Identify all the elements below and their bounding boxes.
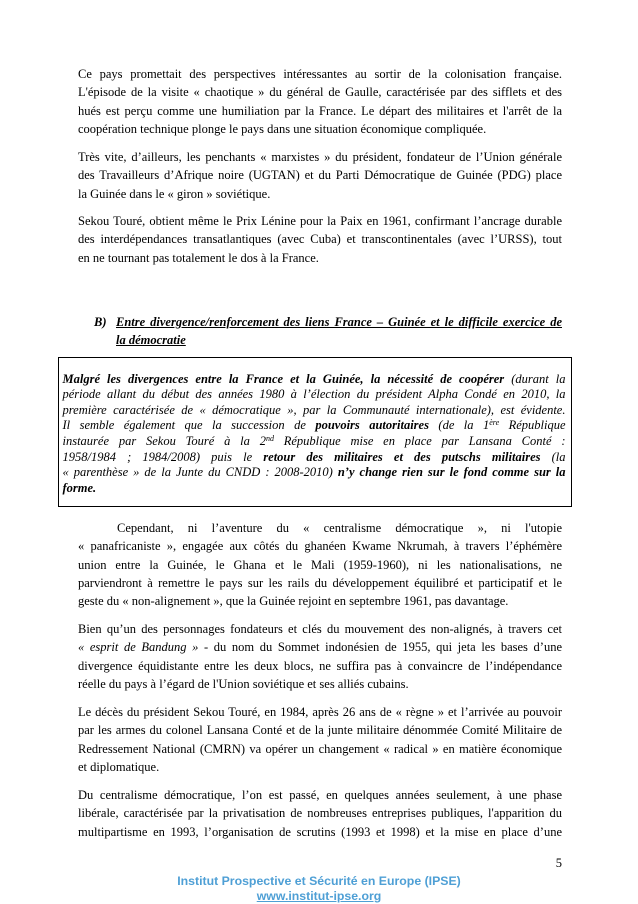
paragraph-prix-lenine (78, 212, 562, 267)
bold-italic-run: Malgré les divergences entre la France et la Guinée, la nécessité de coopérer (62, 371, 505, 386)
box-line (63, 387, 566, 403)
paragraph-line: multipartisme en 1993, l’organisation de scrutins (1993 et 1998) et la mise en place d’une (78, 824, 562, 839)
paragraph-line: libérale, caractérisée par la privatisation de nombreuses entreprises publiques, l'apparition du (78, 806, 562, 821)
paragraph-line: des Travailleurs d’Afrique noire (UGTAN) et du Parti Démocratique de Guinée (PDG) place (78, 168, 562, 183)
section-marker: B) (94, 315, 107, 329)
bold-italic-run: retour des militaires et des putschs militaires (263, 449, 541, 464)
text-run: - du nom du Sommet indonésien de 1955, qui jeta les bases d’une (198, 640, 562, 655)
paragraph-liberalisation (78, 786, 562, 841)
box-line (63, 434, 566, 450)
paragraph-deces (78, 703, 562, 776)
paragraph-line: hués est perçu comme une humiliation par la France. Le départ des militaires et l'arrêt de la (78, 103, 562, 118)
paragraph-line: L'épisode de la visite « chaotique » du général de Gaulle, caractérisée par des sifflets et des (78, 85, 562, 100)
footer (0, 874, 638, 903)
paragraph-line: parviendront à remettre le pays sur les rails du développement équilibré et participatif et le (78, 575, 562, 590)
bold-italic-run: forme. (62, 480, 97, 495)
italic-run: 1958/1984 ; 1984/2008) puis le (62, 449, 264, 464)
italic-run: République (499, 418, 566, 433)
box-line (63, 418, 566, 434)
italic-run: (la (540, 449, 566, 464)
italic-run: République mise en place par Lansana Conté : (273, 434, 566, 449)
paragraph-line: Cependant, ni l’aventure du « centralisme démocratique », ni l'utopie (117, 521, 562, 535)
box-line (63, 450, 566, 466)
footer-website-link[interactable]: www.institut-ipse.org (256, 888, 382, 903)
highlight-box (58, 357, 572, 507)
paragraph-non-alignes (78, 620, 562, 693)
box-line (63, 481, 566, 497)
section-title-line: la démocratie (116, 333, 186, 348)
bold-italic-run: n’y change rien sur le fond comme sur la (337, 465, 566, 480)
section-heading (94, 313, 562, 350)
italic-run: première caractérisée de « démocratique », par la Communauté internationale), est évidente. (62, 402, 566, 417)
paragraph-line: Le décès du président Sekou Touré, en 1984, après 26 ans de « règne » et l’arrivée au pouvoir (78, 705, 562, 719)
superscript: nd (265, 434, 274, 444)
paragraph-line: union entre la Guinée, le Ghana et le Mali (1959-1960), ni les nationalisations, ne (78, 557, 562, 572)
paragraph-line: Très vite, d’ailleurs, les penchants « marxistes » du président, fondateur de l’Union générale (78, 150, 562, 164)
paragraph-line (78, 638, 562, 656)
paragraph-line: Sekou Touré, obtient même le Prix Lénine pour la Paix en 1961, confirmant l’ancrage durable (78, 214, 562, 228)
italic-run: « esprit de Bandung » (78, 640, 199, 655)
paragraph-line: et diplomatique. (78, 759, 160, 774)
italic-run: (de la 1 (428, 418, 490, 433)
paragraph-line: la Guinée dans le « giron » soviétique. (78, 186, 271, 201)
footer-website-line (0, 889, 638, 904)
paragraph-line: Bien qu’un des personnages fondateurs et clés du mouvement des non-alignés, à travers cet (78, 622, 562, 636)
superscript: ère (489, 418, 500, 428)
italic-run: « parenthèse » de la Junte du CNDD : 2008-2010) (62, 465, 338, 480)
page-number: 5 (555, 856, 562, 870)
paragraph-colonisation (78, 65, 562, 138)
section-title-line: Entre divergence/renforcement des liens France – Guinée et le difficile exercice de (116, 315, 562, 329)
paragraph-line: en ne tournant pas totalement le dos à la France. (78, 250, 319, 265)
box-line (63, 465, 566, 481)
paragraph-line: Redressement National (CMRN) va opérer un changement « radical » en matière économique (78, 741, 562, 756)
paragraph-line: Du centralisme démocratique, l’on est passé, en quelques années seulement, à une phase (78, 788, 562, 802)
box-line (63, 403, 566, 419)
paragraph-line: geste du « non-alignement », que la Guinée rejoint en septembre 1961, pas davantage. (78, 594, 509, 609)
italic-run: instaurée par Sekou Touré à la 2 (62, 434, 266, 449)
paragraph-line: réelle du pays à l’égard de l'Union soviétique et ses alliés cubains. (78, 676, 409, 691)
highlight-box-text (63, 372, 566, 497)
box-line (63, 372, 566, 388)
paragraph-marxistes (78, 148, 562, 203)
paragraph-line: coopération technique plonge le pays dans une situation économique compliquée. (78, 121, 487, 136)
paragraph-line: divergence équidistante entre les deux blocs, ne suffira pas à convaincre de l’indépendance (78, 658, 562, 673)
paragraph-line: par les armes du colonel Lansana Conté et de la junte militaire dénommée Comité Militaire de (78, 723, 562, 738)
paragraph-line: Ce pays promettait des perspectives intéressantes au sortir de la colonisation française. (78, 67, 562, 81)
italic-run: période allant du début des années 1980 à l’élection du président Alpha Condé en 2010, la (62, 387, 566, 402)
italic-run: Il semble également que la succession de (62, 418, 316, 433)
footer-institute-name: Institut Prospective et Sécurité en Europe (IPSE) (177, 874, 461, 888)
bold-italic-run: pouvoirs autoritaires (315, 418, 429, 433)
italic-run: (durant la (504, 371, 566, 386)
paragraph-cependant (78, 519, 562, 610)
section-title (116, 313, 562, 350)
paragraph-line: des interdépendances transatlantiques (avec Cuba) et transcontinentales (avec l’URSS), tout (78, 232, 562, 247)
paragraph-line: « panafricaniste », engagée aux côtés du ghanéen Kwame Nkrumah, à travers l’éphémère (78, 539, 562, 554)
